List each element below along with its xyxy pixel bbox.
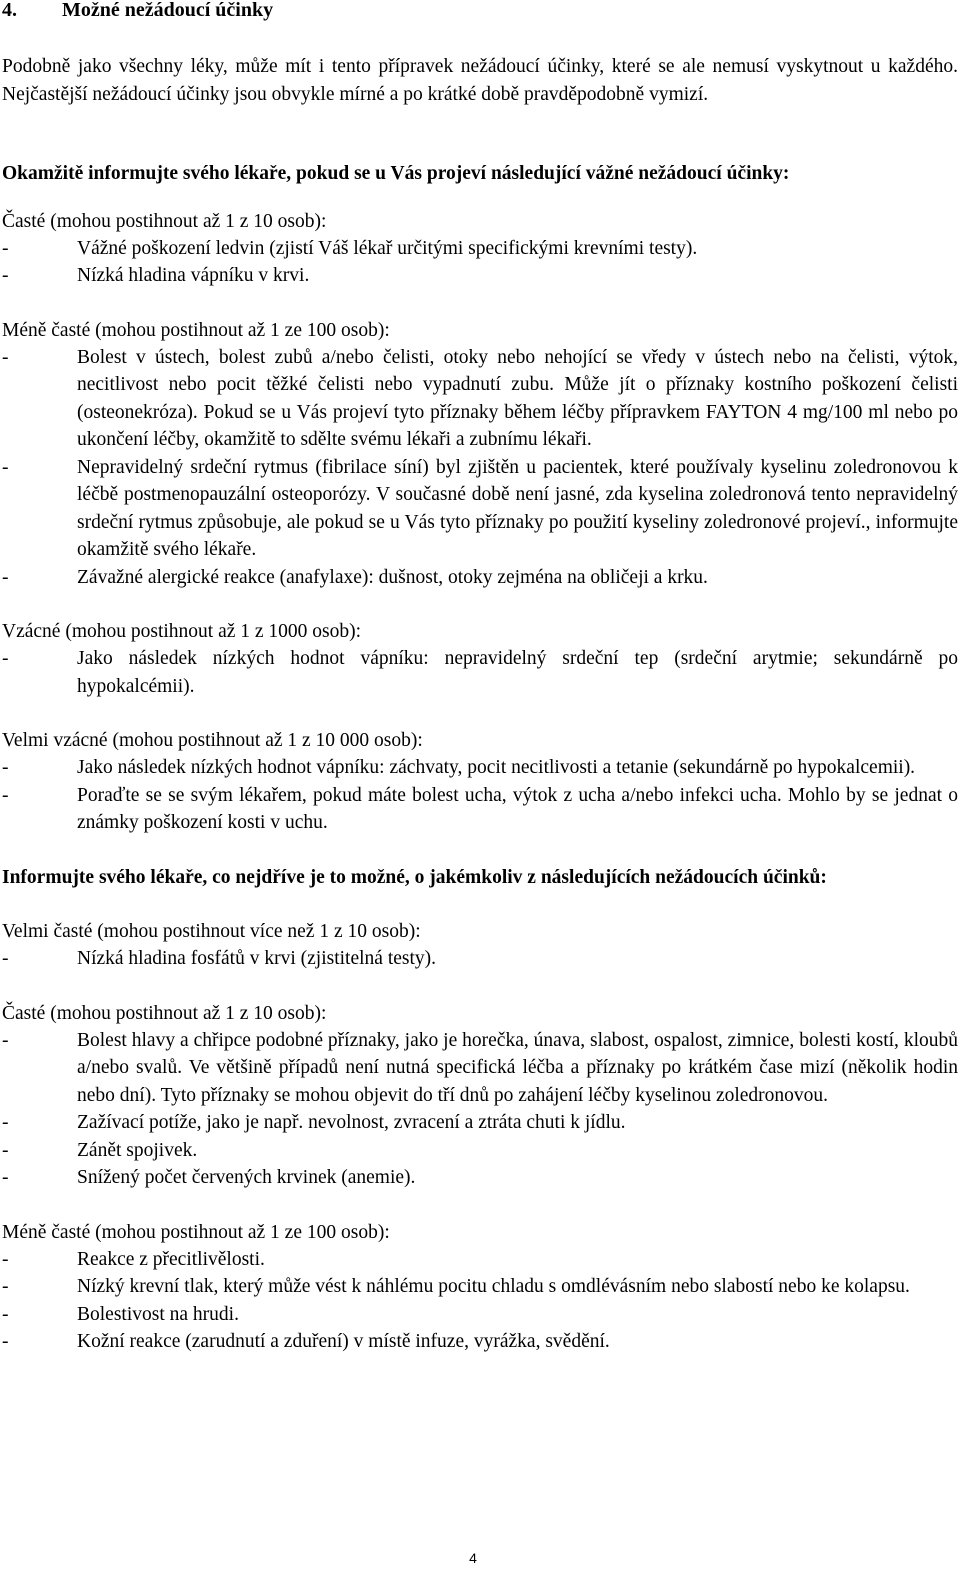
list-item-text: Nízká hladina fosfátů v krvi (zjistitelná testy). (77, 948, 437, 969)
frequency-heading: Méně časté (mohou postihnout až 1 ze 100 osob): (2, 1221, 390, 1243)
page-number: 4 (469, 1550, 477, 1566)
list-item-text: Zažívací potíže, jako je např. nevolnost, zvracení a ztráta chuti k jídlu. (77, 1112, 626, 1133)
list-item-text: Nízký krevní tlak, který může vést k náhlému pocitu chladu s omdlévásním nebo slabostí nebo ke kolapsu. (77, 1276, 910, 1297)
section-number: 4. (2, 0, 17, 21)
bullet-dash: - (2, 346, 9, 368)
bullet-dash: - (2, 1112, 9, 1133)
section-title-text: Možné nežádoucí účinky (62, 0, 274, 21)
frequency-group (2, 208, 958, 290)
frequency-heading: Časté (mohou postihnout až 1 z 10 osob): (2, 210, 327, 232)
bullet-dash: - (2, 1331, 9, 1352)
frequency-group (2, 727, 958, 837)
frequency-group (2, 618, 958, 700)
list-item-text: Bolest v ústech, bolest zubů a/nebo čelisti, otoky nebo nehojící se vředy v ústech nebo na čelisti, výtok, necitlivost nebo pocit těžké čelisti nebo vypadnutí zubu. Může jít o příznaky kostního poškození čelisti (osteonekróza). Pokud se u Vás projeví tyto příznaky během léčby přípravkem FAYTON 4 mg/100 ml nebo po ukončení léčby, okamžitě to sdělte svému lékaři a zubnímu lékaři. (77, 346, 958, 450)
bullet-dash: - (2, 1248, 9, 1270)
frequency-heading: Časté (mohou postihnout až 1 z 10 osob): (2, 1002, 327, 1024)
list-item-text: Nepravidelný srdeční rytmus (fibrilace síní) byl zjištěn u pacientek, které používaly kyselinu zoledronovou k léčbě postmenopauzální osteoporózy. V současné době není jasné, zda kyselina zoledronová tento nepravidelný srdeční rytmus způsobuje, ale pokud se u Vás tyto příznaky po použití kyseliny zoledronové projeví., informujte okamžitě svého lékaře. (77, 456, 958, 560)
list-item-text: Jako následek nízkých hodnot vápníku: záchvaty, pocit necitlivosti a tetanie (sekundárně po hypokalcemii). (77, 757, 916, 778)
frequency-group (2, 1219, 958, 1356)
list-item-text: Reakce z přecitlivělosti. (77, 1248, 265, 1270)
bullet-dash: - (2, 1303, 9, 1325)
list-item (2, 1109, 958, 1137)
list-item (2, 454, 958, 564)
list-item-text: Nízká hladina vápníku v krvi. (77, 265, 310, 286)
other-effects-lead: Informujte svého lékaře, co nejdříve je to možné, o jakémkoliv z následujících nežádoucích účinků: (2, 866, 827, 888)
serious-effects-lead: Okamžitě informujte svého lékaře, pokud se u Vás projeví následující vážné nežádoucí účinky: (2, 163, 790, 184)
list-item (2, 945, 958, 973)
frequency-group (2, 918, 958, 973)
list-item (2, 1137, 958, 1165)
list-item (2, 564, 958, 592)
list-item-text: Jako následek nízkých hodnot vápníku: nepravidelný srdeční tep (srdeční arytmie; sekundárně po hypokalcémii). (77, 648, 958, 697)
bullet-dash: - (2, 265, 9, 286)
bullet-dash: - (2, 784, 9, 806)
bullet-dash: - (2, 1276, 9, 1297)
serious-effects-list (2, 208, 958, 837)
frequency-heading: Velmi časté (mohou postihnout více než 1 z 10 osob): (2, 921, 421, 942)
list-item (2, 645, 958, 700)
list-item (2, 1246, 958, 1274)
list-item-text: Vážné poškození ledvin (zjistí Váš lékař určitými specifickými krevními testy). (77, 237, 698, 259)
other-effects-list (2, 918, 958, 1356)
bullet-dash: - (2, 648, 9, 669)
list-item-text: Zánět spojivek. (77, 1139, 198, 1161)
bullet-dash: - (2, 1029, 9, 1051)
list-item (2, 262, 958, 290)
bullet-dash: - (2, 757, 9, 778)
list-item-text: Bolest hlavy a chřipce podobné příznaky, jako je horečka, únava, slabost, ospalost, zimnice, bolesti kostí, kloubů a/nebo svalů. Ve většině případů není nutná specifická léčba a příznaky po krátkém čase mizí (několik hodin nebo dní). Tyto příznaky se mohou objevit do tří dnů po zahájení léčby kyselinou zoledronovou. (77, 1029, 958, 1106)
bullet-dash: - (2, 237, 9, 259)
list-item-text: Závažné alergické reakce (anafylaxe): dušnost, otoky zejména na obličeji a krku. (77, 566, 708, 588)
section-title (2, 0, 958, 20)
frequency-group (2, 317, 958, 592)
list-item (2, 754, 958, 782)
list-item (2, 344, 958, 454)
list-item (2, 1273, 958, 1301)
intro-paragraph: Podobně jako všechny léky, může mít i tento přípravek nežádoucí účinky, které se ale nemusí vyskytnout u každého. Nejčastější nežádoucí účinky jsou obvykle mírné a po krátké době pravděpodobně vymizí. (2, 56, 958, 105)
frequency-heading: Méně časté (mohou postihnout až 1 ze 100 osob): (2, 319, 390, 341)
list-item (2, 1164, 958, 1192)
bullet-dash: - (2, 456, 9, 478)
frequency-heading: Vzácné (mohou postihnout až 1 z 1000 osob): (2, 621, 362, 642)
bullet-dash: - (2, 948, 9, 969)
list-item (2, 1301, 958, 1329)
list-item (2, 782, 958, 837)
list-item-text: Bolestivost na hrudi. (77, 1303, 239, 1325)
list-item (2, 235, 958, 263)
list-item-text: Kožní reakce (zarudnutí a zduření) v místě infuze, vyrážka, svědění. (77, 1331, 610, 1352)
list-item (2, 1328, 958, 1356)
frequency-heading: Velmi vzácné (mohou postihnout až 1 z 10 000 osob): (2, 730, 423, 751)
list-item (2, 1027, 958, 1110)
bullet-dash: - (2, 1167, 9, 1188)
list-item-text: Poraďte se se svým lékařem, pokud máte bolest ucha, výtok z ucha a/nebo infekci ucha. Mohlo by se jednat o známky poškození kosti v uchu. (77, 784, 958, 833)
bullet-dash: - (2, 566, 9, 588)
list-item-text: Snížený počet červených krvinek (anemie). (77, 1167, 416, 1188)
frequency-group (2, 1000, 958, 1192)
bullet-dash: - (2, 1139, 9, 1161)
